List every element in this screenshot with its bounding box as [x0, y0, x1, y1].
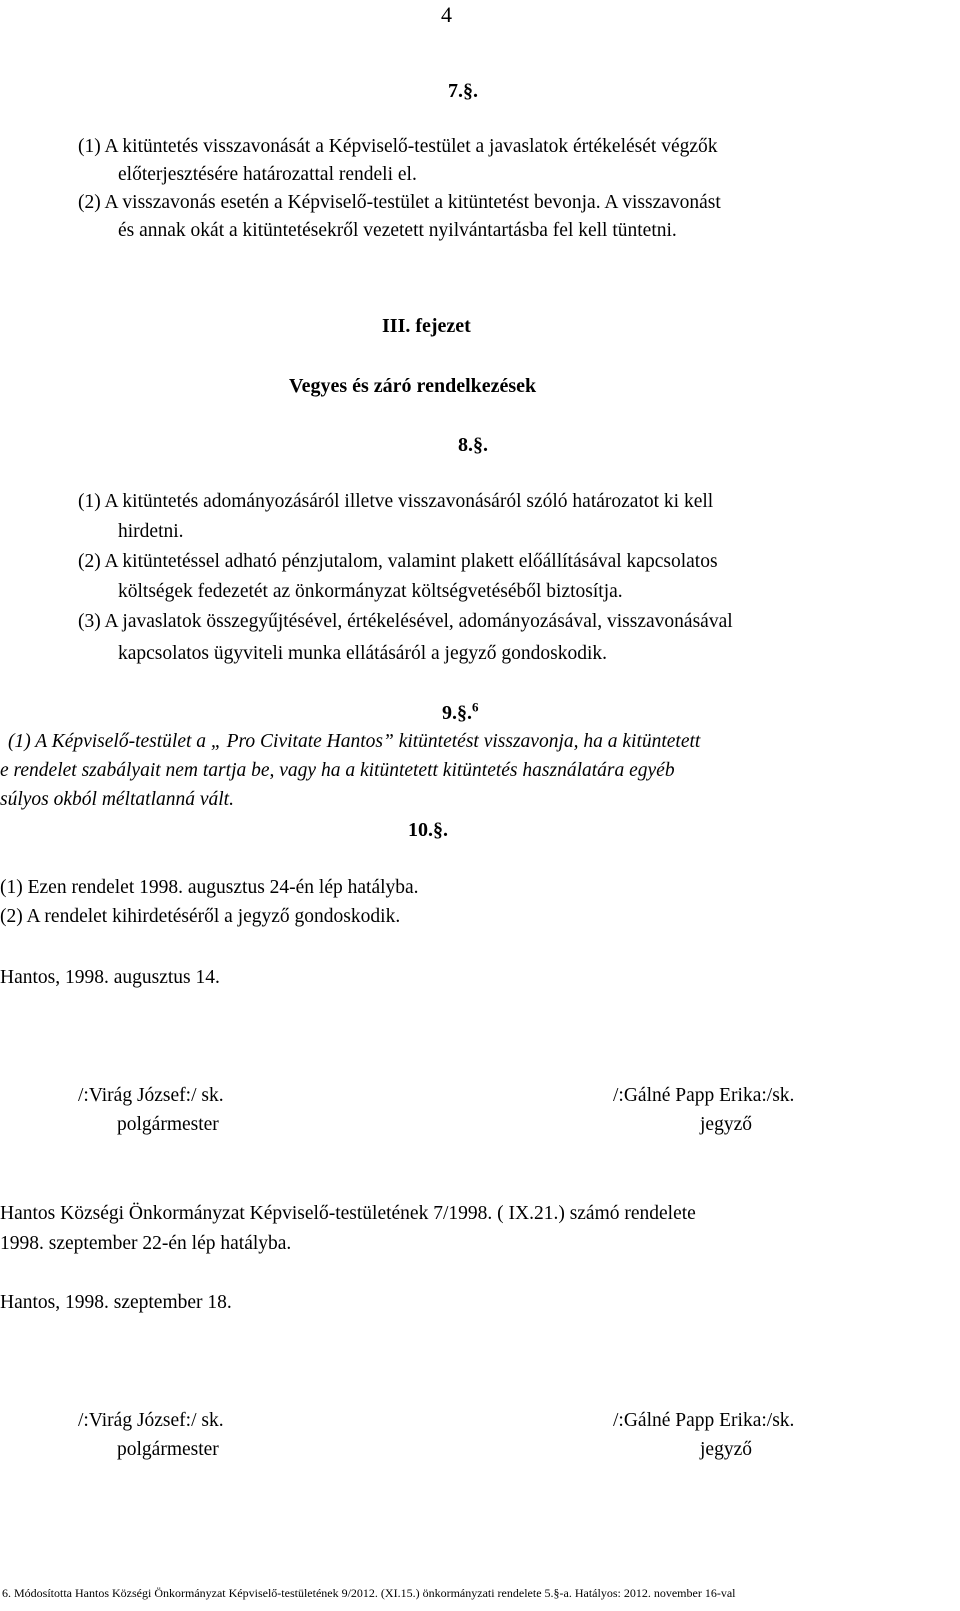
section-8-heading: 8.§.: [458, 434, 488, 456]
amendment-line-1: Hantos Községi Önkormányzat Képviselő-testületének 7/1998. ( IX.21.) számó rendelete: [0, 1203, 696, 1224]
section-10-heading: 10.§.: [408, 819, 448, 841]
section-10-para-2: (2) A rendelet kihirdetéséről a jegyző gondoskodik.: [0, 906, 401, 927]
date-1: Hantos, 1998. augusztus 14.: [0, 967, 220, 988]
section-8-para-3-line-1: (3) A javaslatok összegyűjtésével, értékelésével, adományozásával, visszavonásával: [78, 611, 733, 632]
section-10-para-1: (1) Ezen rendelet 1998. augusztus 24-én lép hatályba.: [0, 877, 419, 898]
signature-2-right-name: /:Gálné Papp Erika:/sk.: [613, 1410, 795, 1431]
signature-2-right-title: jegyző: [700, 1439, 752, 1460]
section-8-para-1-line-2: hirdetni.: [118, 521, 184, 542]
signature-1-left-title: polgármester: [117, 1114, 219, 1135]
section-7-para-1-line-2: előterjesztésére határozattal rendeli el.: [118, 164, 417, 185]
section-9-line-1: (1) A Képviselő-testület a „ Pro Civitate Hantos” kitüntetést visszavonja, ha a kitüntetett: [8, 731, 701, 752]
section-9-line-2: e rendelet szabályait nem tartja be, vagy ha a kitüntetett kitüntetés használatára egyéb: [0, 760, 675, 781]
section-9-heading: [442, 698, 479, 728]
signature-2-left-name: /:Virág József:/ sk.: [78, 1410, 224, 1431]
date-2: Hantos, 1998. szeptember 18.: [0, 1292, 232, 1313]
section-9-heading-text: 9.§.: [442, 702, 472, 724]
section-9-line-3: súlyos okból méltatlanná vált.: [0, 789, 234, 810]
signature-1-right-title: jegyző: [700, 1114, 752, 1135]
section-8-para-3-line-2: kapcsolatos ügyviteli munka ellátásáról a jegyző gondoskodik.: [118, 643, 608, 664]
signature-1-right-name: /:Gálné Papp Erika:/sk.: [613, 1085, 795, 1106]
section-7-para-2-line-1: (2) A visszavonás esetén a Képviselő-testület a kitüntetést bevonja. A visszavonást: [78, 192, 721, 213]
section-7-heading: 7.§.: [448, 80, 478, 102]
chapter-title: III. fejezet: [382, 315, 471, 337]
chapter-subtitle: Vegyes és záró rendelkezések: [289, 375, 537, 397]
section-8-para-1-line-1: (1) A kitüntetés adományozásáról illetve visszavonásáról szóló határozatot ki kell: [78, 491, 714, 512]
amendment-line-2: 1998. szeptember 22-én lép hatályba.: [0, 1233, 292, 1254]
footnote-reference: 6: [472, 699, 479, 715]
section-7-para-2-line-2: és annak okát a kitüntetésekről vezetett nyilvántartásba fel kell tüntetni.: [118, 220, 677, 241]
page-number: 4: [441, 2, 452, 27]
footnote-text: 6. Módosította Hantos Községi Önkormányzat Képviselő-testületének 9/2012. (XI.15.) önkormányzati rendelete 5.§-a. Hatályos: 2012. november 16-val: [2, 1586, 736, 1600]
section-7-para-1-line-1: (1) A kitüntetés visszavonását a Képviselő-testület a javaslatok értékelését végzők: [78, 136, 718, 157]
signature-1-left-name: /:Virág József:/ sk.: [78, 1085, 224, 1106]
signature-2-left-title: polgármester: [117, 1439, 219, 1460]
section-8-para-2-line-2: költségek fedezetét az önkormányzat költségvetéséből biztosítja.: [118, 581, 623, 602]
section-8-para-2-line-1: (2) A kitüntetéssel adható pénzjutalom, valamint plakett előállításával kapcsolatos: [78, 551, 718, 572]
